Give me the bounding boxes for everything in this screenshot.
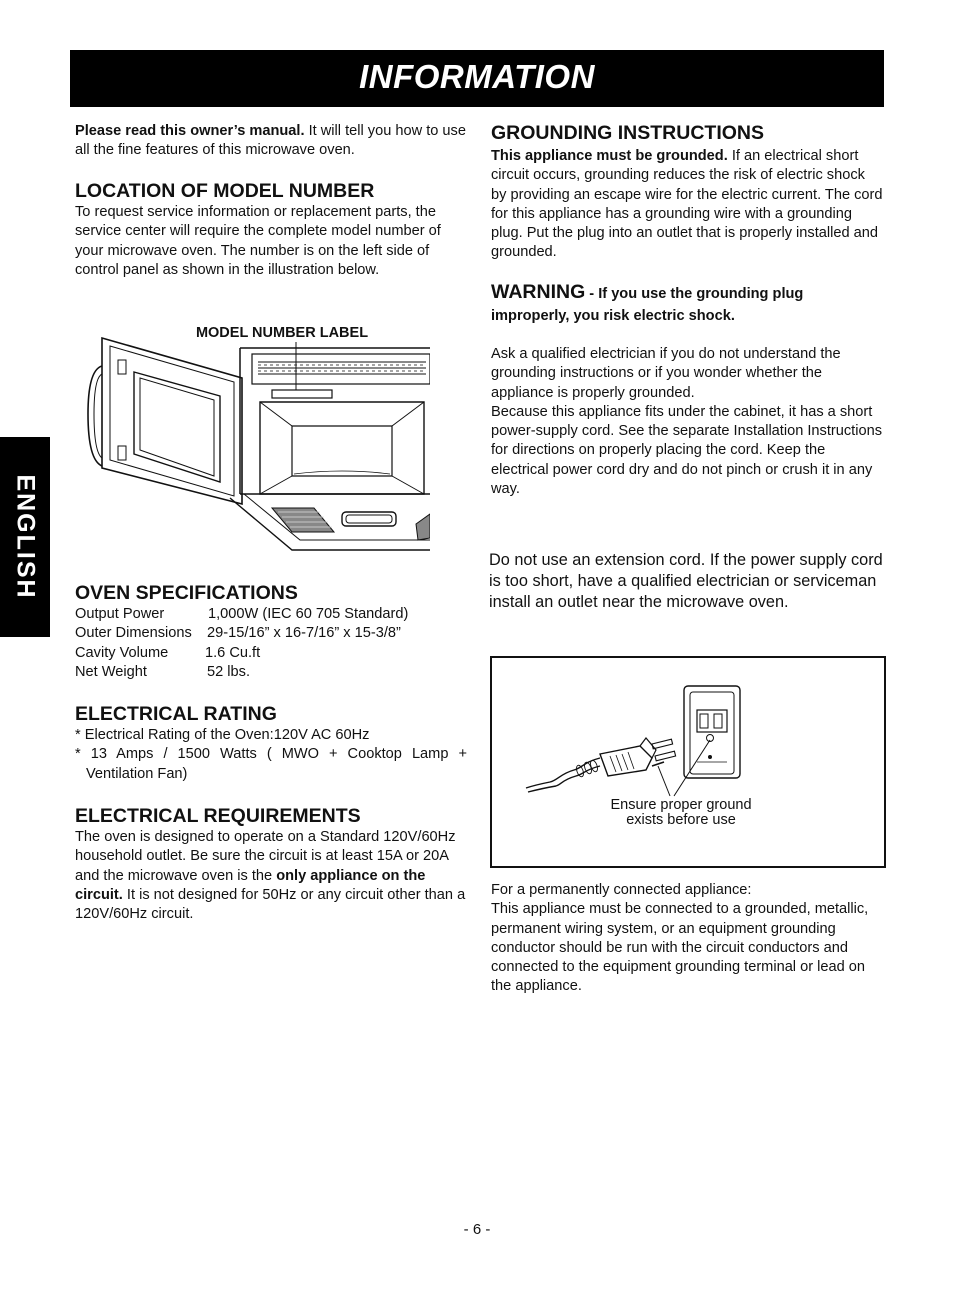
page-title: INFORMATION (359, 58, 595, 95)
extension-text: Do not use an extension cord. If the power supply cord is too short, have a qualified electrician or serviceman install an outlet near the microwave oven. (489, 551, 883, 611)
spec-key: Cavity Volume (75, 644, 169, 661)
language-tab (0, 437, 50, 637)
outlet-diagram-box (490, 656, 886, 868)
language-tab-label: ENGLISH (11, 474, 40, 600)
outlet-caption-1: Ensure proper ground (610, 797, 752, 813)
page-title-bar (70, 50, 884, 107)
intro-text: It will tell you how to use all the fine features of this microwave oven. (75, 123, 466, 159)
grounding-section (491, 121, 883, 263)
electrical-requirements-section (75, 804, 467, 924)
outlet-caption-2: exists before use (626, 812, 736, 828)
warning-label: WARNING (491, 281, 586, 303)
rating-item: * 13 Amps / 1500 Watts ( MWO + Cooktop Lamp + Ventilation Fan) (75, 746, 467, 782)
spec-row (75, 644, 467, 663)
requirements-text: The oven is designed to operate on a Standard 120V/60Hz household outlet. Be sure the circuit is at least 15A or 20A and the microwave oven is the (75, 829, 456, 884)
requirements-bold: only appliance on the circuit. (75, 867, 426, 903)
electrical-rating-heading: ELECTRICAL RATING (75, 703, 277, 725)
location-section (75, 179, 467, 280)
requirements-text: It is not designed for 50Hz or any circuit other than a 120V/60Hz circuit. (75, 886, 466, 923)
spec-key: Outer Dimensions (75, 625, 192, 642)
spec-key: Output Power (75, 606, 165, 622)
advice-paragraph: Ask a qualified electrician if you do not understand the grounding instructions or if you wonder whether the appliance is properly grounded. (491, 346, 841, 401)
microwave-illustration (80, 318, 430, 554)
permanent-line: For a permanently connected appliance: (491, 882, 752, 898)
page-number: - 6 - (463, 1221, 491, 1238)
electrical-requirements-body (75, 828, 467, 924)
intro-bold: Please read this owner’s manual. (75, 123, 305, 139)
permanent-connection-section (491, 881, 883, 997)
spec-key: Net Weight (75, 663, 147, 680)
oven-specs-heading: OVEN SPECIFICATIONS (75, 582, 298, 604)
grounding-text: If an electrical short circuit occurs, grounding reduces the risk of electric shock by providing an escape wire for the electric current. The cord for this appliance has a grounding wire with a grounding plug. Put the plug into an outlet that is properly installed and grounded. (491, 148, 883, 261)
electrical-requirements-heading: ELECTRICAL REQUIREMENTS (75, 805, 361, 827)
advice-section (491, 345, 883, 499)
warning-text: - If you use the grounding plug improperly, you risk electric shock. (491, 286, 804, 324)
location-body: To request service information or replacement parts, the service center will require the complete model number of your microwave oven. The number is on the left side of control panel as shown in the illustration below. (75, 204, 441, 278)
intro-paragraph (75, 122, 467, 161)
advice-paragraph: Because this appliance fits under the cabinet, it has a short power-supply cord. See the separate Installation Instructions for directions on properly placing the cord. Keep the electrical power cord dry and do not pinch or crush it in any way. (491, 403, 883, 498)
spec-row (75, 624, 467, 643)
spec-row (75, 605, 467, 624)
oven-specs-section (75, 581, 467, 682)
grounding-plug-illustration (492, 658, 884, 866)
rating-item: * Electrical Rating of the Oven:120V AC 60Hz (75, 727, 370, 743)
extension-cord-note (489, 550, 884, 613)
permanent-line: This appliance must be connected to a grounded, metallic, permanent wiring system, or an equipment grounding conductor should be run with the circuit conductors and connected to the equipment grounding terminal or lead on the appliance. (491, 901, 869, 995)
spec-value: 1,000W (IEC 60 705 Standard) (208, 606, 409, 622)
spec-value: 1.6 Cu.ft (205, 644, 261, 661)
grounding-heading: GROUNDING INSTRUCTIONS (491, 122, 764, 144)
spec-row (75, 663, 467, 682)
warning-section (491, 281, 883, 327)
electrical-rating-section (75, 702, 467, 784)
location-heading: LOCATION OF MODEL NUMBER (75, 180, 375, 202)
grounding-body (491, 147, 883, 263)
spec-value: 52 lbs. (207, 663, 250, 680)
spec-value: 29-15/16” x 16-7/16” x 15-3/8” (207, 625, 401, 642)
grounding-bold: This appliance must be grounded. (491, 148, 728, 164)
model-number-label-caption: MODEL NUMBER LABEL (195, 325, 369, 341)
